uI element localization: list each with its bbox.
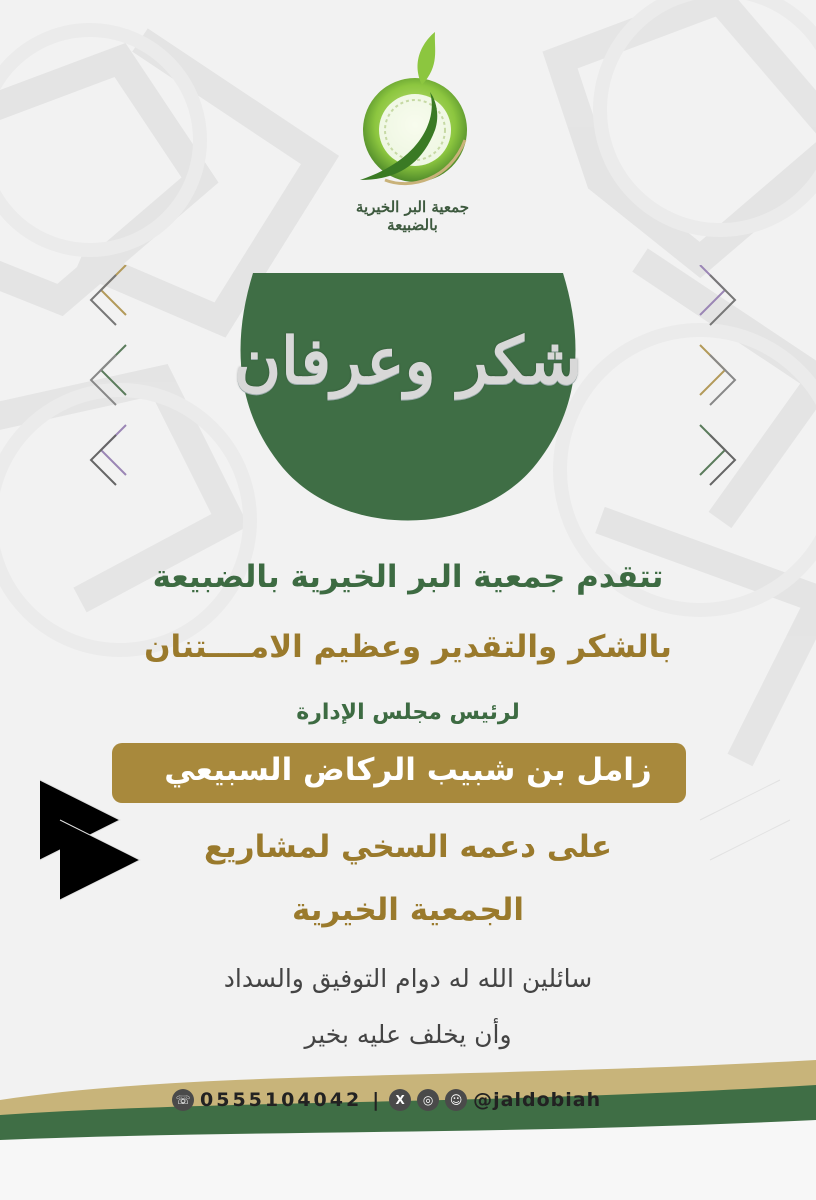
thanks-emblem xyxy=(233,268,583,533)
honoree-name: زامل بن شبيب الركاض السبيعي xyxy=(164,752,652,788)
footer-waves xyxy=(0,1060,816,1200)
message-line-7: سائلين الله له دوام التوفيق والسداد xyxy=(223,964,593,993)
contact-row xyxy=(172,1086,601,1114)
left-chevrons-decoration xyxy=(86,265,136,495)
emblem-calligraphy: شكر وعرفان xyxy=(233,324,583,399)
message-line-1: تتقدم جمعية البر الخيرية بالضبيعة xyxy=(152,559,664,595)
x-icon[interactable]: X xyxy=(389,1089,411,1111)
snapchat-icon[interactable]: ☺ xyxy=(445,1089,467,1111)
contact-separator: | xyxy=(372,1089,380,1111)
instagram-icon[interactable]: ◎ xyxy=(417,1089,439,1111)
phone-number[interactable]: 0555104042 xyxy=(200,1089,363,1111)
whatsapp-icon[interactable]: ☏ xyxy=(172,1089,194,1111)
message-line-8: وأن يخلف عليه بخير xyxy=(304,1020,512,1049)
message-line-6: الجمعية الخيرية xyxy=(291,892,525,928)
logo-caption: جمعية البر الخيرية بالضبيعة xyxy=(355,198,470,234)
social-handle[interactable]: @jaldobiah xyxy=(473,1089,602,1111)
message-line-3: لرئيس مجلس الإدارة xyxy=(296,700,520,725)
message-line-2: بالشكر والتقدير وعظيم الامــــتنان xyxy=(144,629,672,665)
right-chevrons-decoration xyxy=(690,265,740,495)
message-line-5: على دعمه السخي لمشاريع xyxy=(203,829,613,865)
